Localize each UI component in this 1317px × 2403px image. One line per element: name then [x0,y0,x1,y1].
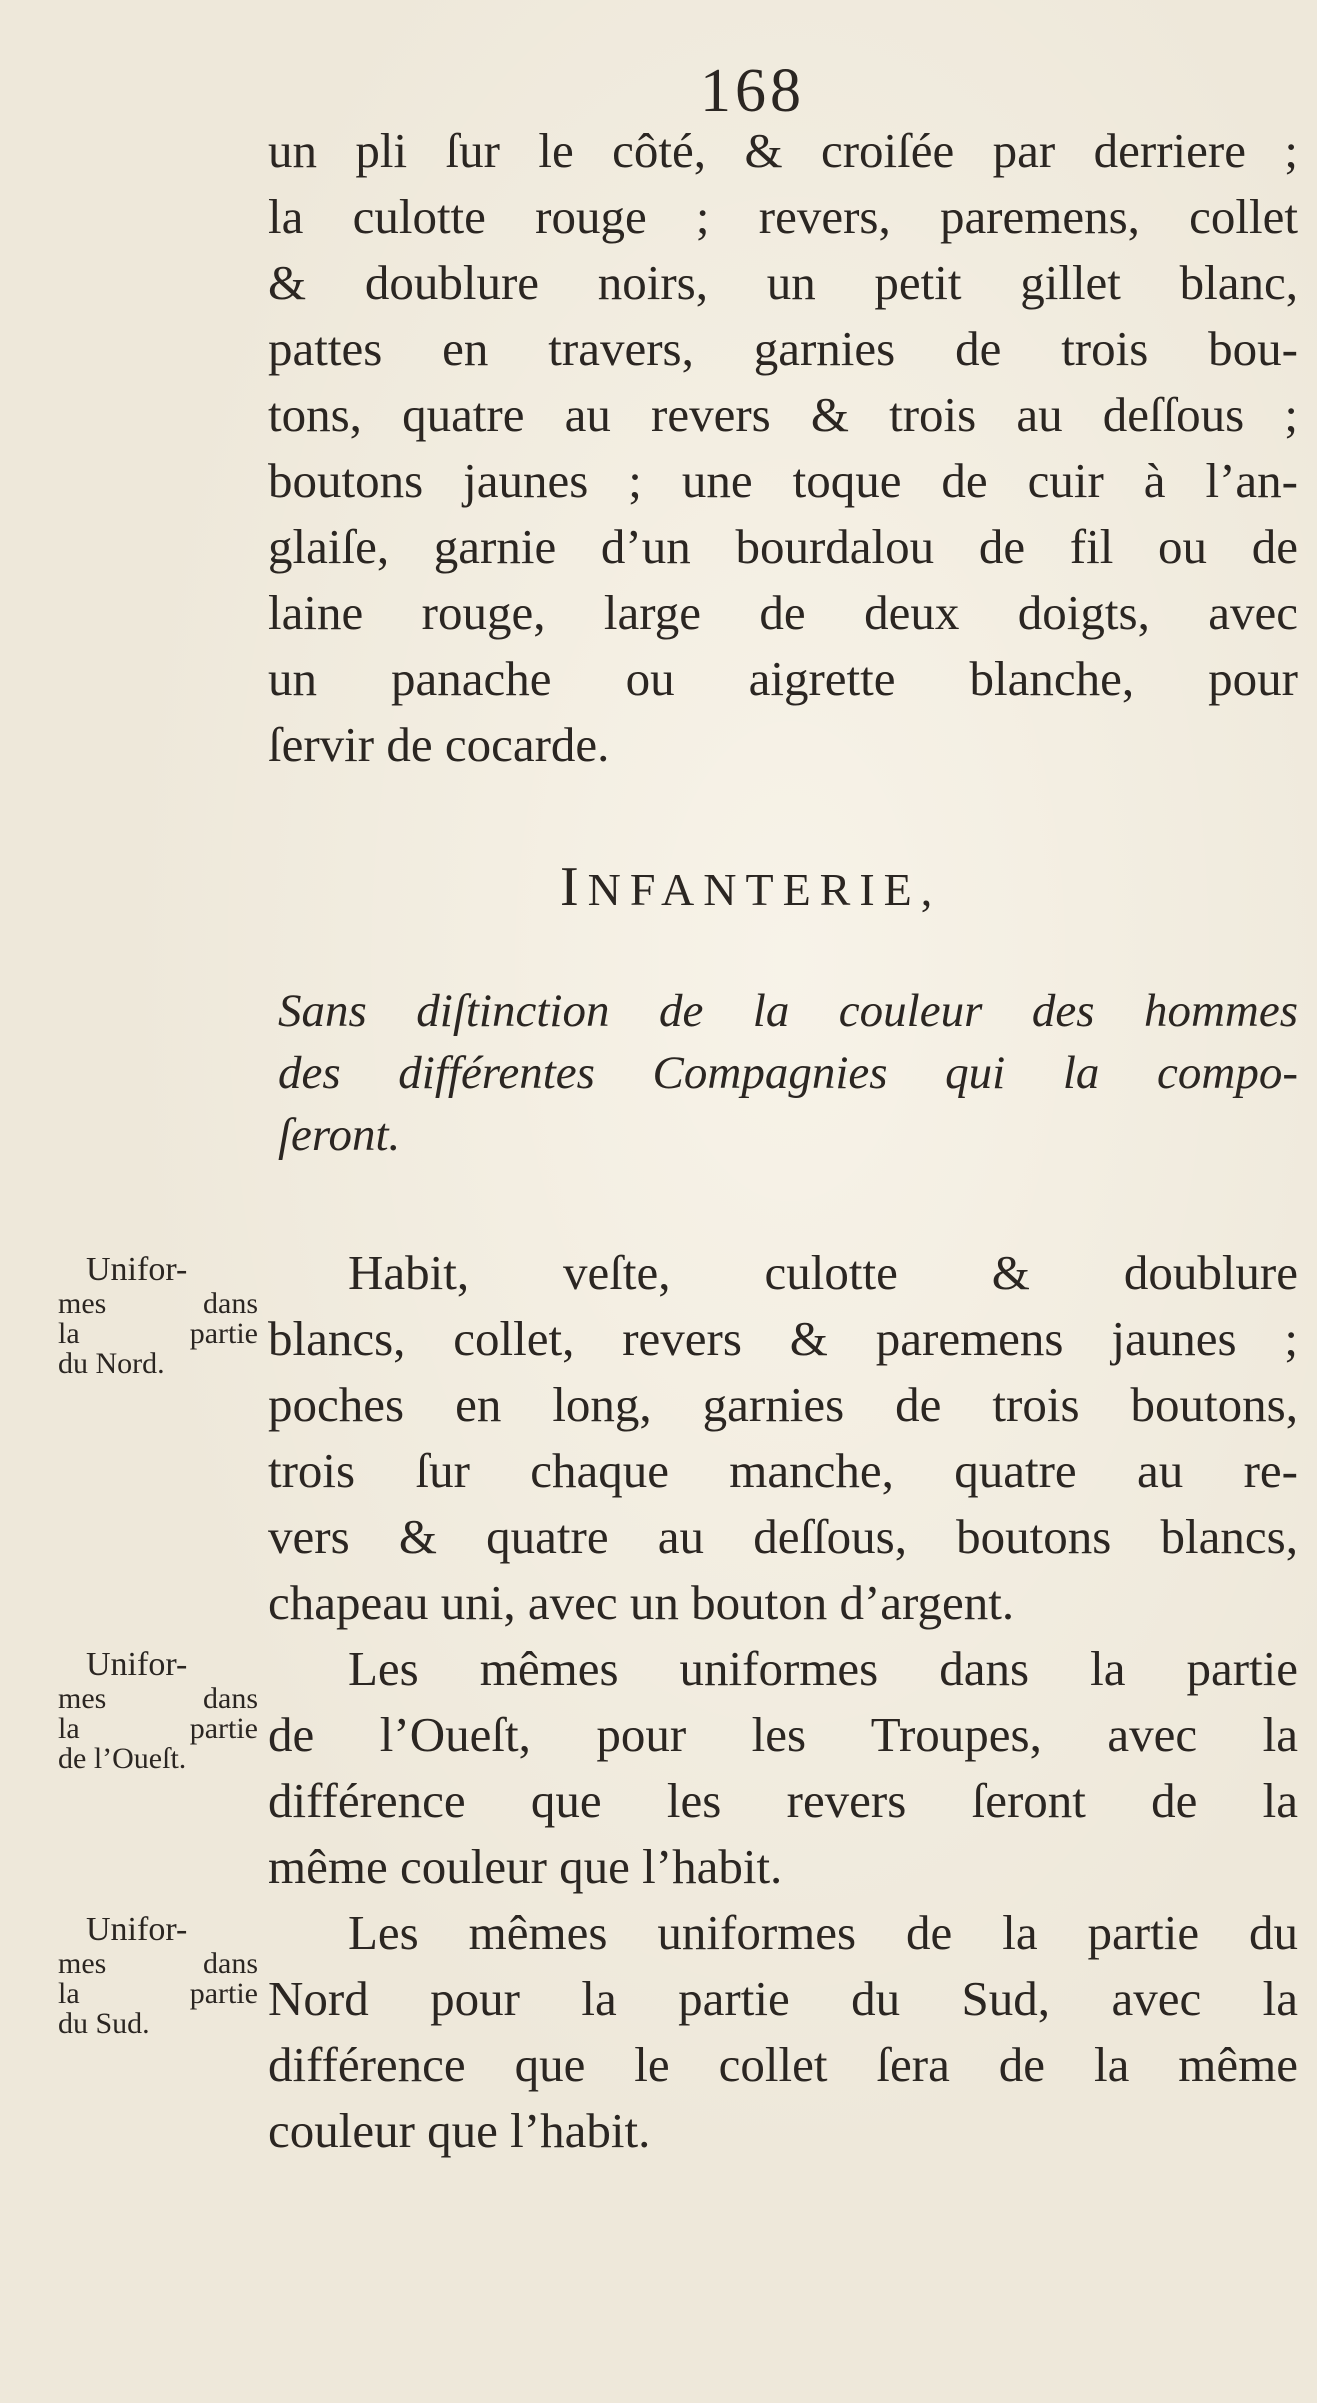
text-line: différence que le collet ſera de la même [268,2037,1298,2092]
subtitle-line: Sans diſtinction de la couleur des hommes [278,985,1298,1037]
text-line: même couleur que l’habit. [268,1839,783,1894]
section-subtitle [278,980,1298,1166]
section-heading [560,855,941,919]
text-line: un pli ſur le côté, & croiſée par derriere ; [268,123,1298,178]
heading-rest: NFANTERIE, [587,864,942,915]
text-line: la culotte rouge ; revers, paremens, collet [268,189,1298,244]
text-line: un panache ou aigrette blanche, pour [268,651,1298,706]
paragraph-ouest [268,1636,1298,1900]
paragraph-nord [268,1240,1298,1636]
margin-note-line: la partie [58,1317,258,1350]
text-line: blancs, collet, revers & paremens jaunes ; [268,1311,1298,1366]
margin-note-line: du Nord. [58,1347,165,1380]
margin-note-line: la partie [58,1712,258,1745]
text-line: pattes en travers, garnies de trois bou- [268,321,1298,376]
text-line: tons, quatre au revers & trois au deſſous ; [268,387,1298,442]
text-line: Habit, veſte, culotte & doublure [348,1245,1298,1300]
margin-note-ouest [58,1646,258,1775]
page-number: 168 [700,57,805,125]
text-line: couleur que l’habit. [268,2103,651,2158]
text-line: glaiſe, garnie d’un bourdalou de fil ou de [268,519,1298,574]
heading-initial: I [560,856,588,918]
subtitle-line: ſeront. [278,1109,401,1161]
text-line: Les mêmes uniformes de la partie du [348,1905,1298,1960]
subtitle-line: des différentes Compagnies qui la compo- [278,1047,1298,1099]
text-line: trois ſur chaque manche, quatre au re- [268,1443,1298,1498]
margin-note-line: Unifor- [86,1251,188,1288]
margin-note-line: la partie [58,1977,258,2010]
margin-note-line: Unifor- [86,1911,188,1948]
paragraph-sud [268,1900,1298,2164]
text-line: différence que les revers ſeront de la [268,1773,1298,1828]
margin-note-line: mes dans [58,1682,258,1715]
text-line: chapeau uni, avec un bouton d’argent. [268,1575,1015,1630]
margin-note-sud [58,1911,258,2040]
opening-paragraph [268,118,1298,778]
text-line: Les mêmes uniformes dans la partie [348,1641,1298,1696]
text-line: laine rouge, large de deux doigts, avec [268,585,1298,640]
text-line: vers & quatre au deſſous, boutons blancs, [268,1509,1298,1564]
margin-note-line: mes dans [58,1947,258,1980]
text-line: ſervir de cocarde. [268,717,610,772]
margin-note-nord [58,1251,258,1380]
text-line: de l’Oueſt, pour les Troupes, avec la [268,1707,1298,1762]
text-line: & doublure noirs, un petit gillet blanc, [268,255,1298,310]
text-line: boutons jaunes ; une toque de cuir à l’an- [268,453,1298,508]
margin-note-line: du Sud. [58,2007,150,2040]
text-line: Nord pour la partie du Sud, avec la [268,1971,1298,2026]
margin-note-line: de l’Oueſt. [58,1742,187,1775]
margin-note-line: mes dans [58,1287,258,1320]
margin-note-line: Unifor- [86,1646,188,1683]
text-line: poches en long, garnies de trois boutons, [268,1377,1298,1432]
